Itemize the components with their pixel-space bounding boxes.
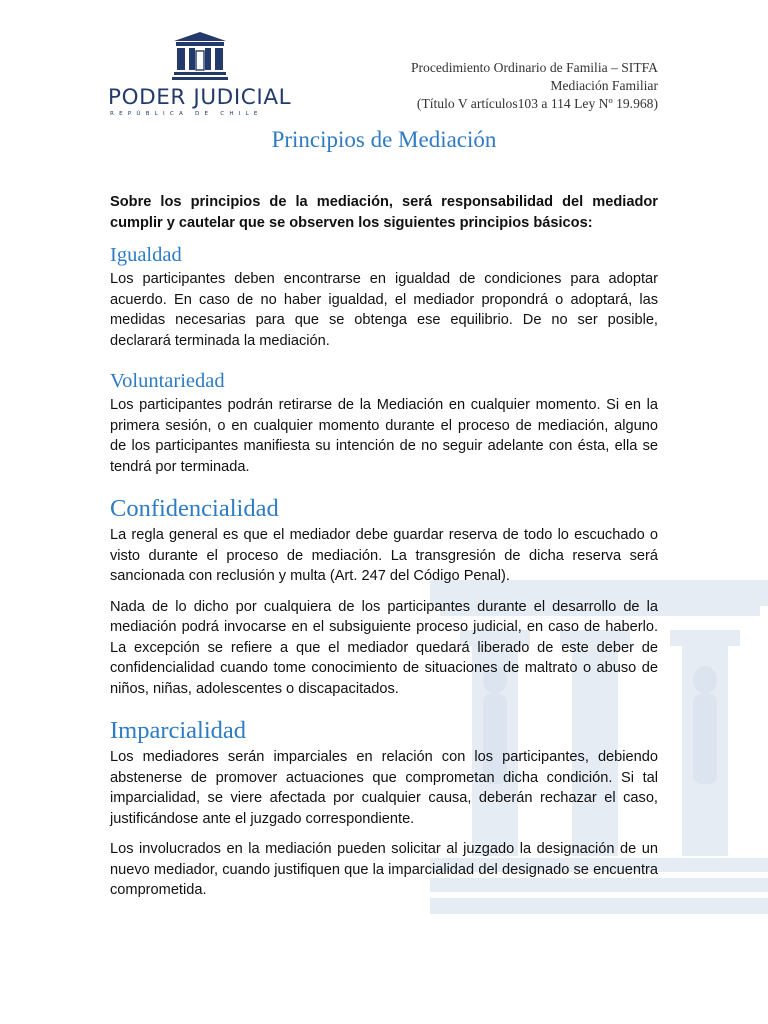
logo-name: PODER JUDICIAL <box>108 85 292 110</box>
main-content <box>110 192 658 915</box>
page-title: Principios de Mediación <box>271 127 497 152</box>
section-heading: Igualdad <box>110 244 182 266</box>
section-paragraph: Los involucrados en la mediación pueden solicitar al juzgado la designación de un nuevo mediador, cuando justifiquen que la imparcialidad del designado se encuentra comprometida. <box>110 841 658 898</box>
section-imparcialidad <box>110 715 658 901</box>
header-info <box>411 59 658 113</box>
poder-judicial-logo <box>108 32 294 122</box>
logo-subtitle: REPÚBLICA DE CHILE <box>110 111 263 117</box>
section-heading: Voluntariedad <box>110 370 225 392</box>
section-heading: Confidencialidad <box>110 495 279 522</box>
section-voluntariedad <box>110 367 658 477</box>
courthouse-emblem-icon <box>172 32 228 82</box>
section-confidencialidad <box>110 493 658 699</box>
section-heading: Imparcialidad <box>110 717 247 744</box>
section-paragraph: Nada de lo dicho por cualquiera de los participantes durante el desarrollo de la mediación podrá invocarse en el subsiguiente proceso judicial, en caso de haberlo. La excepción se refiere a que el mediador quedará liberado de este deber de confidencialidad cuando tome conocimiento de situaciones de maltrato o abuso de niños, niñas, adolescentes o discapacitados. <box>110 598 658 697</box>
header-line-law: (Título V artículos103 a 114 Ley Nº 19.968) <box>416 96 658 111</box>
section-paragraph: Los participantes deben encontrarse en igualdad de condiciones para adoptar acuerdo. En caso de no haber igualdad, el mediador propondrá o adoptará, las medidas necesarias para que se obtenga ese equilibrio. De no ser posible, declarará terminada la mediación. <box>110 271 658 349</box>
intro-paragraph: Sobre los principios de la mediación, será responsabilidad del mediador cumplir y cautelar que se observen los siguientes principios básicos: <box>110 194 658 231</box>
section-paragraph: La regla general es que el mediador debe guardar reserva de todo lo escuchado o visto durante el proceso de mediación. La transgresión de dicha reserva será sancionada con reclusión y multa (Art. 247 del Código Penal). <box>110 527 658 584</box>
header-line-mediation: Mediación Familiar <box>550 78 658 93</box>
header-line-procedure: Procedimiento Ordinario de Familia – SITFA <box>410 60 658 75</box>
section-paragraph: Los participantes podrán retirarse de la Mediación en cualquier momento. Si en la primera sesión, o en cualquier momento durante el proceso de mediación, alguno de los participantes manifiesta su intención de no seguir adelante con ésta, ella se tendrá por terminada. <box>110 397 658 475</box>
section-igualdad <box>110 241 658 351</box>
section-paragraph: Los mediadores serán imparciales en relación con los participantes, debiendo abstenerse de promover actuaciones que comprometan dicha condición. Si tal imparcialidad, se viere afectada por cualquier causa, deberán rechazar el caso, justificándose ante el juzgado correspondiente. <box>110 749 658 827</box>
